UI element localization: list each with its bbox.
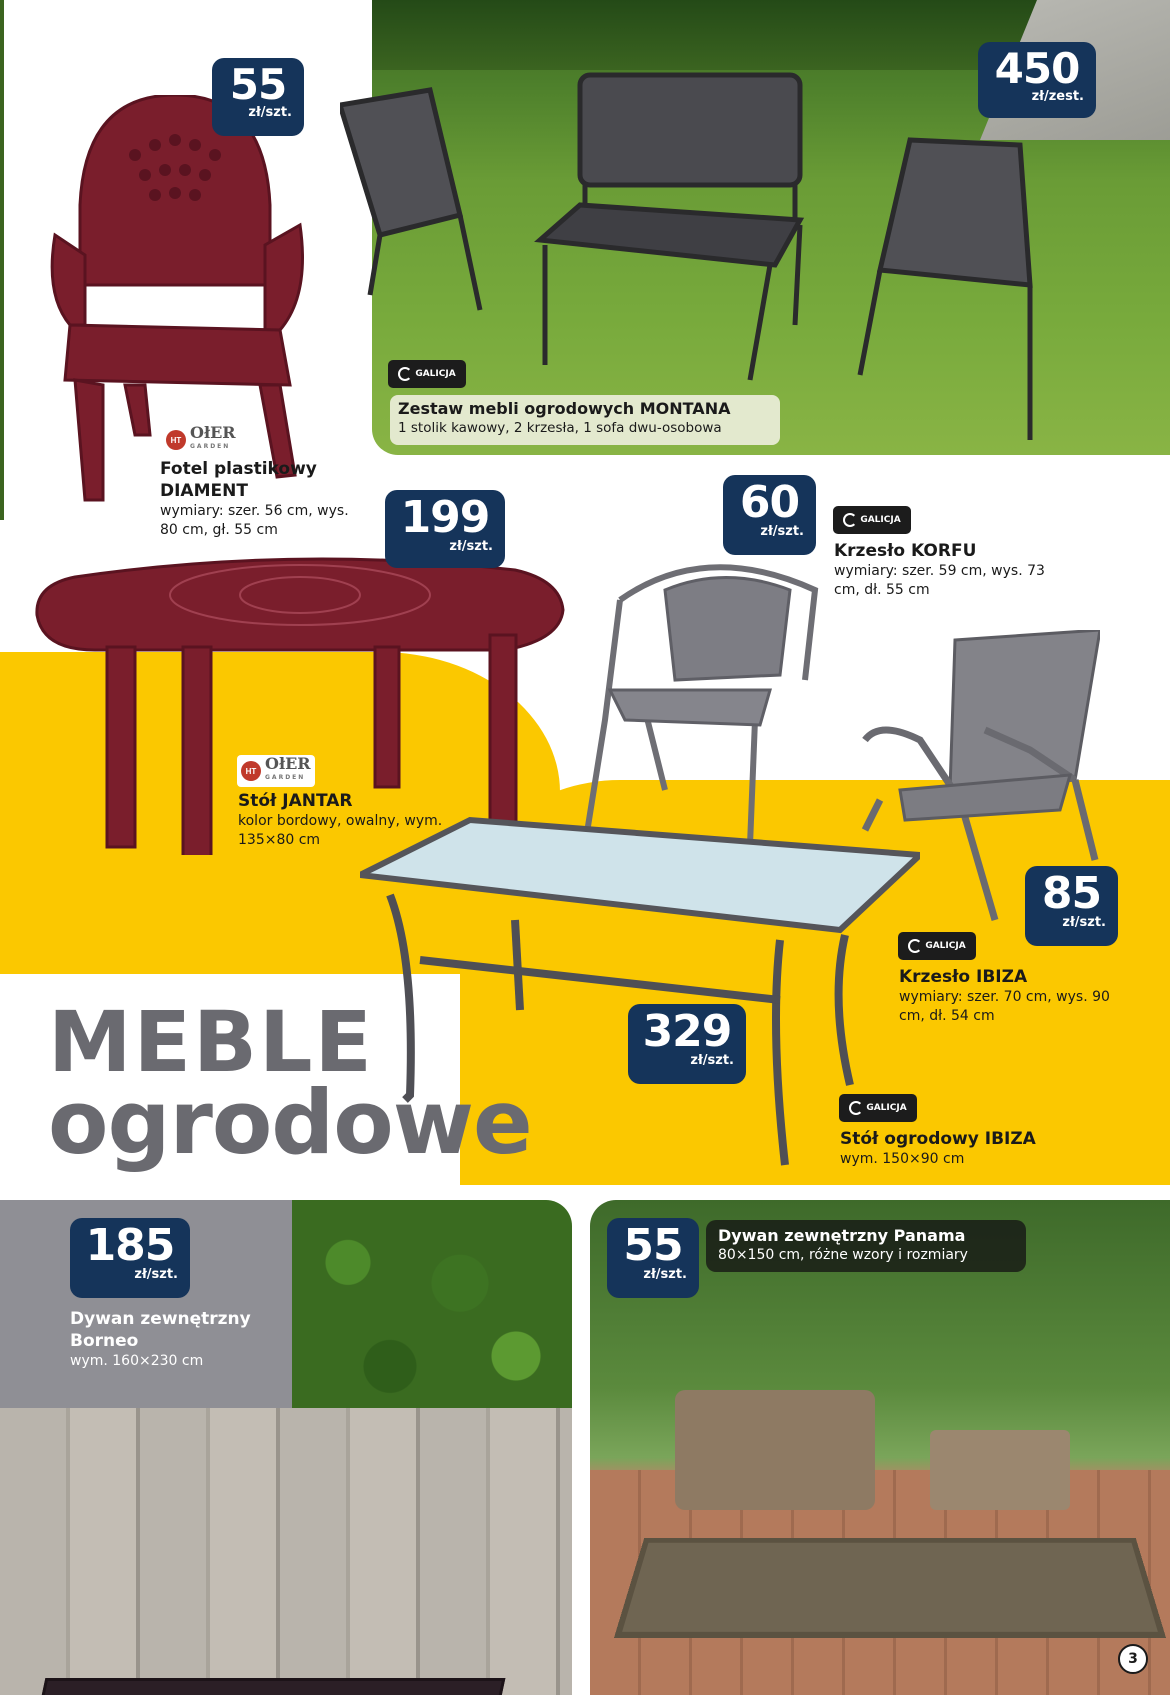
oler-mark-icon: HT [166,430,186,450]
galicja-logo: GALICJA [833,506,911,534]
korfu-chair-illustration [585,560,825,850]
section-heading-line2: ogrodowe [48,1071,532,1174]
price-unit: zł/szt. [248,105,292,120]
foliage [292,1200,572,1408]
product-dimensions: wymiary: szer. 70 cm, wys. 90 cm, dł. 54 cm [899,989,1110,1024]
borneo-description [70,1308,310,1371]
jantar-price-badge [385,490,505,568]
product-dimensions: 1 stolik kawowy, 2 krzesła, 1 sofa dwu-osobowa [398,420,722,436]
jantar-description [238,790,468,850]
panama-description [706,1220,1026,1272]
price-unit: zł/zest. [1031,89,1084,104]
product-title: Stół ogrodowy IBIZA [840,1129,1036,1149]
panama-price-badge [607,1218,699,1298]
galicja-g-icon [843,513,857,527]
section-heading-line1: MEBLE [48,993,374,1091]
ibiza-chair-price-badge [1025,866,1118,946]
price-value: 55 [623,1220,683,1271]
price-unit: zł/szt. [760,524,804,539]
korfu-price-badge [723,475,816,555]
diament-price-badge [212,58,304,136]
price-unit: zł/szt. [643,1267,687,1282]
product-title: Dywan zewnętrzny Panama [718,1226,966,1245]
left-edge-photo-strip [0,0,4,520]
oler-garden-logo: HT OłER GARDEN [162,424,240,456]
montana-price-badge [978,42,1096,118]
borneo-rug [15,1678,506,1695]
price-value: 55 [229,60,287,109]
price-value: 450 [994,44,1080,93]
product-title: Krzesło IBIZA [899,967,1028,987]
product-dimensions: wymiary: szer. 59 cm, wys. 73 cm, dł. 55 cm [834,563,1045,598]
price-unit: zł/szt. [449,539,493,554]
product-dimensions: wym. 150×90 cm [840,1151,965,1167]
galicja-g-icon [849,1101,863,1115]
oler-mark-icon: HT [241,761,261,781]
galicja-logo: GALICJA [388,360,466,388]
product-title: Stół JANTAR [238,791,353,811]
price-value: 85 [1041,868,1102,919]
price-unit: zł/szt. [1062,915,1106,930]
galicja-logo: GALICJA [839,1094,917,1122]
product-dimensions: wymiary: szer. 56 cm, wys. 80 cm, gł. 55 cm [160,503,349,538]
product-dimensions: wym. 160×230 cm [70,1353,204,1369]
product-title: Fotel plastikowy DIAMENT [160,459,317,501]
product-title: Zestaw mebli ogrodowych MONTANA [398,399,731,418]
diament-description [160,458,360,540]
product-title: Krzesło KORFU [834,541,977,561]
galicja-g-icon [908,939,922,953]
ibiza-chair-description [899,966,1129,1026]
product-dimensions: 80×150 cm, różne wzory i rozmiary [718,1247,968,1263]
korfu-description [834,540,1064,600]
panama-rug [614,1538,1166,1638]
price-value: 329 [642,1006,732,1057]
price-value: 60 [739,477,800,528]
rattan-armchair [675,1390,875,1510]
rattan-table [930,1430,1070,1510]
wooden-deck [0,1408,572,1695]
price-unit: zł/szt. [690,1053,734,1068]
galicja-logo: GALICJA [898,932,976,960]
ibiza-table-price-badge [628,1004,746,1084]
borneo-price-badge [70,1218,190,1298]
price-value: 185 [85,1220,175,1271]
ibiza-table-description [840,1128,1100,1169]
montana-description [390,395,780,445]
galicja-g-icon [398,367,412,381]
oler-garden-logo: HT OłER GARDEN [237,755,315,787]
page-number: 3 [1118,1644,1148,1674]
price-unit: zł/szt. [134,1267,178,1282]
product-title: Dywan zewnętrzny Borneo [70,1309,251,1351]
price-value: 199 [400,492,490,543]
product-dimensions: kolor bordowy, owalny, wym. 135×80 cm [238,813,443,848]
